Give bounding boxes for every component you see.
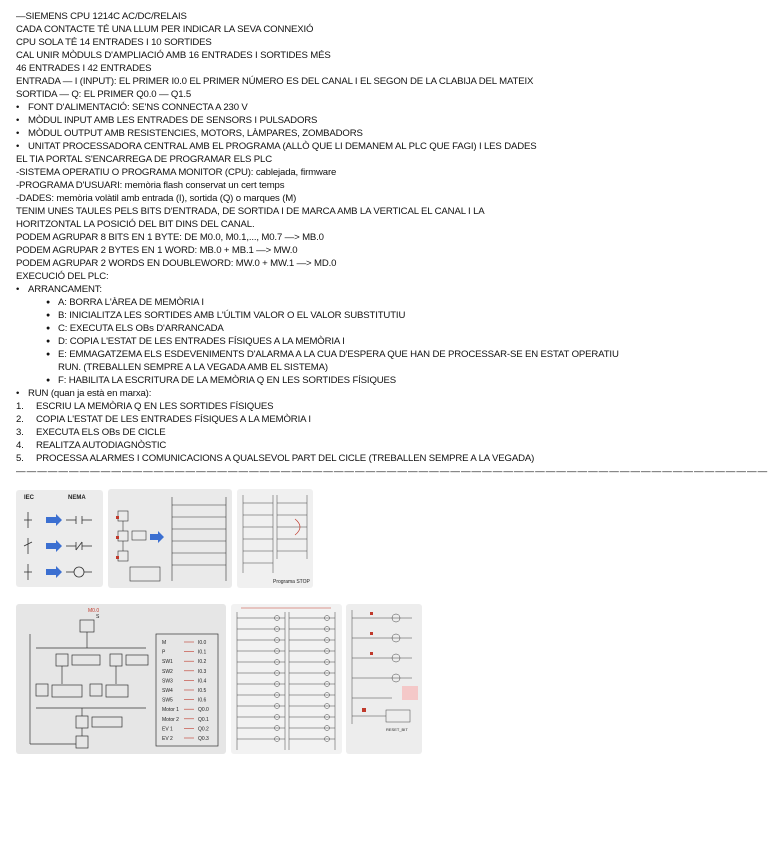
bullet-dot-icon: • — [16, 141, 20, 152]
iec-label: IEC — [24, 495, 35, 501]
sub-bullet-item: ● C: EXECUTA ELS OBs D'ARRANCADA — [46, 323, 224, 334]
circle-bullet-icon: ● — [46, 377, 51, 384]
io-table-address: I0.5 — [198, 688, 207, 694]
io-table-address: Q0.0 — [198, 707, 209, 714]
io-table-address: Q0.1 — [198, 716, 209, 723]
note-line: -DADES: memòria volàtil amb entrada (I), sortida (Q) o marques (M) — [16, 193, 297, 204]
note-line: CAL UNIR MÒDULS D'AMPLIACIÓ AMB 16 ENTRADES I SORTIDES MÉS — [16, 50, 331, 61]
io-table-address: Q0.3 — [198, 736, 209, 742]
note-line: SORTIDA — Q: EL PRIMER Q0.0 — Q1.5 — [16, 89, 192, 100]
io-table-address: I0.4 — [198, 678, 207, 685]
notes-text — [16, 10, 768, 478]
bullet-item: • MÒDUL INPUT AMB LES ENTRADES DE SENSORS I PULSADORS — [16, 115, 318, 126]
io-table-name: SW5 — [162, 697, 173, 704]
io-table-name: Motor 1 — [162, 707, 179, 714]
io-table-address: I0.2 — [198, 659, 207, 666]
note-line: -PROGRAMA D'USUARI: memòria flash conservat un cert temps — [16, 180, 285, 191]
dashed-separator: ——————————————————————————————————————————————————————————————————————— — [16, 466, 768, 477]
nema-label: NEMA — [68, 495, 86, 501]
io-table-name: SW2 — [162, 668, 173, 675]
note-line: ENTRADA — I (INPUT): EL PRIMER I0.0 EL PRIMER NÚMERO ES DEL CANAL I EL SEGON DE LA CLABIJA DEL MATEIX — [16, 76, 534, 87]
bullet-dot-icon: • — [16, 388, 20, 399]
reset-bit-label: RESET_BIT — [386, 727, 408, 732]
photo-ladder-program — [231, 604, 342, 754]
io-table-name: SW4 — [162, 688, 173, 694]
bullet-item: • FONT D'ALIMENTACIÓ: SE'NS CONNECTA A 230 V — [16, 102, 248, 113]
circle-bullet-icon: ● — [46, 338, 51, 345]
io-table-name: P — [162, 649, 166, 656]
numbered-item: 4. REALITZA AUTODIAGNÒSTIC — [16, 440, 167, 451]
note-line: EXECUCIÓ DEL PLC: — [16, 271, 109, 282]
photo-iec-nema-symbols — [16, 490, 103, 587]
bullet-item: • MÒDUL OUTPUT AMB RESISTENCIES, MOTORS, LÀMPARES, ZOMBADORS — [16, 128, 363, 139]
note-line: -SISTEMA OPERATIU O PROGRAMA MONITOR (CPU): cablejada, firmware — [16, 167, 337, 178]
io-table-address: Q0.2 — [198, 726, 209, 733]
bullet-item: • ARRANCAMENT: — [16, 284, 102, 295]
io-table-address: I0.3 — [198, 668, 207, 675]
sub-bullet-item: ● B: INICIALITZA LES SORTIDES AMB L'ÚLTIM VALOR O EL VALOR SUBSTITUTIU — [46, 310, 406, 321]
circle-bullet-icon: ● — [46, 299, 51, 306]
sub-bullet-item: ● E: EMMAGATZEMA ELS ESDEVENIMENTS D'ALARMA A LA CUA D'ESPERA QUE HAN DE PROCESSAR-SE EN ESTAT OPERATIU RUN. (TREBALLEN SEMPRE A LA VEGADA AMB EL SISTEMA) — [46, 349, 619, 373]
numbered-item: 3. EXECUTA ELS OBs DE CICLE — [16, 427, 166, 438]
photo-ladder-outputs — [346, 604, 422, 754]
svg-text:S: S — [96, 614, 100, 620]
io-table-name: EV 2 — [162, 736, 173, 742]
numbered-item: 1. ESCRIU LA MEMÒRIA Q EN LES SORTIDES FÍSIQUES — [16, 401, 274, 412]
note-line: PODEM AGRUPAR 2 BYTES EN 1 WORD: MB.0 + MB.1 —> MW.0 — [16, 245, 298, 256]
bullet-dot-icon: • — [16, 115, 20, 126]
io-table — [162, 640, 209, 742]
sub-bullet-item: ● A: BORRA L'ÀREA DE MEMÒRIA I — [46, 297, 204, 308]
note-line: —SIEMENS CPU 1214C AC/DC/RELAIS — [16, 11, 187, 22]
circle-bullet-icon: ● — [46, 312, 51, 319]
io-table-name: SW3 — [162, 678, 173, 685]
photo-grafcet-ladder — [108, 489, 232, 588]
bullet-dot-icon: • — [16, 284, 20, 295]
circle-bullet-icon: ● — [46, 325, 51, 332]
programa-stop-caption: Programa STOP — [273, 579, 310, 585]
numbered-item: 2. COPIA L'ESTAT DE LES ENTRADES FÍSIQUES A LA MEMÒRIA I — [16, 414, 311, 425]
io-table-address: I0.6 — [198, 697, 207, 704]
circle-bullet-icon: ● — [46, 351, 51, 358]
bullet-dot-icon: • — [16, 128, 20, 139]
note-line: HORITZONTAL LA POSICIÓ DEL BIT DINS DEL CANAL. — [16, 219, 255, 230]
note-line: TENIM UNES TAULES PELS BITS D'ENTRADA, DE SORTIDA I DE MARCA AMB LA VERTICAL EL CANAL I LA — [16, 206, 485, 217]
io-table-name: SW1 — [162, 659, 173, 666]
note-line: PODEM AGRUPAR 2 WORDS EN DOUBLEWORD: MW.0 + MW.1 —> MD.0 — [16, 258, 337, 269]
photo-grafcet-io-table — [16, 604, 226, 754]
bullet-item: • RUN (quan ja està en marxa): — [16, 388, 152, 399]
svg-text:M0.0: M0.0 — [88, 608, 100, 614]
io-table-address: I0.0 — [198, 640, 207, 646]
io-table-address: I0.1 — [198, 649, 207, 656]
note-line: PODEM AGRUPAR 8 BITS EN 1 BYTE: DE M0.0, M0.1,..., M0.7 —> MB.0 — [16, 232, 324, 243]
note-line: EL TIA PORTAL S'ENCARREGA DE PROGRAMAR ELS PLC — [16, 154, 272, 165]
numbered-item: 5. PROCESSA ALARMES I COMUNICACIONS A QUALSEVOL PART DEL CICLE (TREBALLEN SEMPRE A LA VEGADA) — [16, 453, 535, 464]
bullet-item: • UNITAT PROCESSADORA CENTRAL AMB EL PROGRAMA (ALLÒ QUE LI DEMANEM AL PLC QUE FAGI) I LES DADES — [16, 141, 537, 152]
note-line: CPU SOLA TÉ 14 ENTRADES I 10 SORTIDES — [16, 37, 212, 48]
sub-bullet-item: ● F: HABILITA LA ESCRITURA DE LA MEMÒRIA Q EN LES SORTIDES FÍSIQUES — [46, 375, 397, 386]
note-line: 46 ENTRADES I 42 ENTRADES — [16, 63, 152, 74]
io-table-name: EV 1 — [162, 726, 173, 733]
sub-bullet-item: ● D: COPIA L'ESTAT DE LES ENTRADES FÍSIQUES A LA MEMÒRIA I — [46, 336, 345, 347]
io-table-name: M — [162, 640, 167, 646]
photo-programa-stop — [237, 489, 313, 588]
io-table-name: Motor 2 — [162, 716, 179, 723]
bullet-dot-icon: • — [16, 102, 20, 113]
note-line: CADA CONTACTE TÉ UNA LLUM PER INDICAR LA SEVA CONNEXIÓ — [16, 24, 314, 35]
